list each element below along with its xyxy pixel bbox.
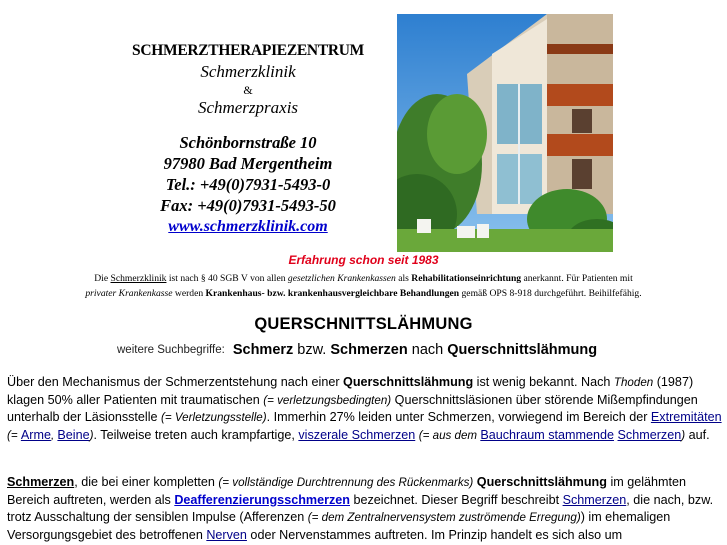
legal-text: werden xyxy=(172,288,206,299)
fax-number: Fax: +49(0)7931-5493-50 xyxy=(160,196,336,215)
schmerzklinik-link[interactable]: Schmerzklinik xyxy=(110,273,167,284)
bauchraum-link[interactable]: Bauchraum stammende xyxy=(480,427,615,442)
legal-notice xyxy=(60,271,667,301)
phone-number: Tel.: +49(0)7931-5493-0 xyxy=(165,175,331,194)
para-text: Über den Mechanismus der Schmerzentstehung nach einer xyxy=(7,375,344,389)
para-italic: , xyxy=(50,428,58,442)
para-text: . Teilweise treten auch krampfartige, xyxy=(93,427,299,442)
legal-text: als xyxy=(395,273,412,284)
beine-link[interactable]: Beine xyxy=(57,427,90,442)
clinic-building-photo xyxy=(397,14,613,252)
para-text: bezeichnet. Dieser Begriff beschreibt xyxy=(350,492,563,507)
extremitaeten-link[interactable]: Extremitäten xyxy=(650,410,722,425)
legal-bold: Krankenhaus- bzw. krankenhausvergleichbare Behandlungen xyxy=(205,288,460,299)
ampersand: & xyxy=(243,83,253,97)
para-italic: (= Verletzungsstelle) xyxy=(161,411,267,425)
search-terms-label: weitere Suchbegriffe: xyxy=(113,342,229,358)
para-bold: Querschnittslähmung xyxy=(476,475,607,489)
legal-text: ist nach § 40 SGB V von allen xyxy=(166,273,288,284)
para-text: auf. xyxy=(685,427,710,442)
paragraph-mechanism xyxy=(7,374,722,444)
author-name: Thoden xyxy=(613,376,654,389)
para-italic: ) xyxy=(681,428,686,442)
para-bold: Querschnittslähmung xyxy=(343,375,474,389)
viszerale-schmerzen-link[interactable]: viszerale Schmerzen xyxy=(298,427,416,442)
para-text: oder Nervenstammes auftreten. Im Prinzip handelt es sich also um xyxy=(246,527,623,542)
building-photo-icon xyxy=(397,14,613,252)
city-address: 97980 Bad Mergentheim xyxy=(163,154,333,173)
deafferenzierungsschmerzen-link[interactable]: Deafferenzierungsschmerzen xyxy=(174,492,350,507)
para-text: ) im ehemaligen Versorgungsgebiet des betroffenen xyxy=(7,510,671,542)
street-address: Schönbornstraße 10 xyxy=(179,133,317,152)
experience-tagline: Erfahrung schon seit 1983 xyxy=(288,253,439,267)
search-term: Schmerzen xyxy=(330,342,408,358)
para-italic: (= xyxy=(7,428,21,442)
legal-text: gemäß OPS 8-918 durchgeführt. Beihilfefähig. xyxy=(459,288,642,299)
para-italic: ) xyxy=(89,428,94,442)
search-connector: nach xyxy=(407,342,448,358)
para-italic: (= dem Zentralnervensystem zuströmende Erregung) xyxy=(307,511,581,525)
schmerzen-link[interactable]: Schmerzen xyxy=(617,427,682,442)
para-text: (1987) klagen 50% aller Patienten mit traumatischen xyxy=(7,375,694,407)
para-text: im gelähmten Bereich auftreten, werden als xyxy=(7,475,687,507)
para-italic: (= verletzungsbedingten) xyxy=(263,393,392,407)
para-text: Querschnittsläsionen über störende Mißempfindungen unterhalb der Läsionsstelle xyxy=(7,392,698,425)
para-text: , die nach, bzw. trotz Ausschaltung der sensiblen Impulse (Afferenzen xyxy=(7,492,714,525)
search-term: Querschnittslähmung xyxy=(447,342,598,358)
legal-text: anerkannt. Für Patienten mit xyxy=(521,273,633,284)
search-connector: bzw. xyxy=(293,342,331,358)
para-text: . Immerhin 27% leiden unter Schmerzen, vorwiegend im Bereich der xyxy=(266,410,651,425)
nerven-link[interactable]: Nerven xyxy=(206,527,247,542)
paragraph-deafferentation xyxy=(7,474,722,544)
search-terms-row xyxy=(113,338,597,362)
clinic-address-block xyxy=(113,7,383,252)
schmerzen-link[interactable]: Schmerzen xyxy=(562,492,627,507)
legal-italic: privater Krankenkasse xyxy=(85,288,173,299)
legal-bold: Rehabilitationseinrichtung xyxy=(411,273,522,284)
para-italic: (= vollständige Durchtrennung des Rückenmarks) xyxy=(218,476,474,489)
center-title: SCHMERZTHERAPIEZENTRUM xyxy=(132,42,364,59)
para-text: ist wenig bekannt. Nach xyxy=(473,375,614,389)
para-text: , die bei einer kompletten xyxy=(74,475,219,489)
legal-italic: gesetzlichen Krankenkassen xyxy=(287,273,396,284)
arme-link[interactable]: Arme xyxy=(20,427,51,442)
para-italic: (= aus dem xyxy=(418,428,481,442)
klinik-title: Schmerzklinik xyxy=(200,62,296,81)
praxis-title: Schmerzpraxis xyxy=(197,98,299,117)
legal-text: Die xyxy=(94,273,111,284)
page-title: QUERSCHNITTSLÄHMUNG xyxy=(254,315,473,333)
search-term: Schmerz xyxy=(232,342,294,358)
website-link[interactable]: www.schmerzklinik.com xyxy=(168,218,328,235)
header-banner xyxy=(113,7,613,252)
schmerzen-link[interactable]: Schmerzen xyxy=(7,475,75,489)
